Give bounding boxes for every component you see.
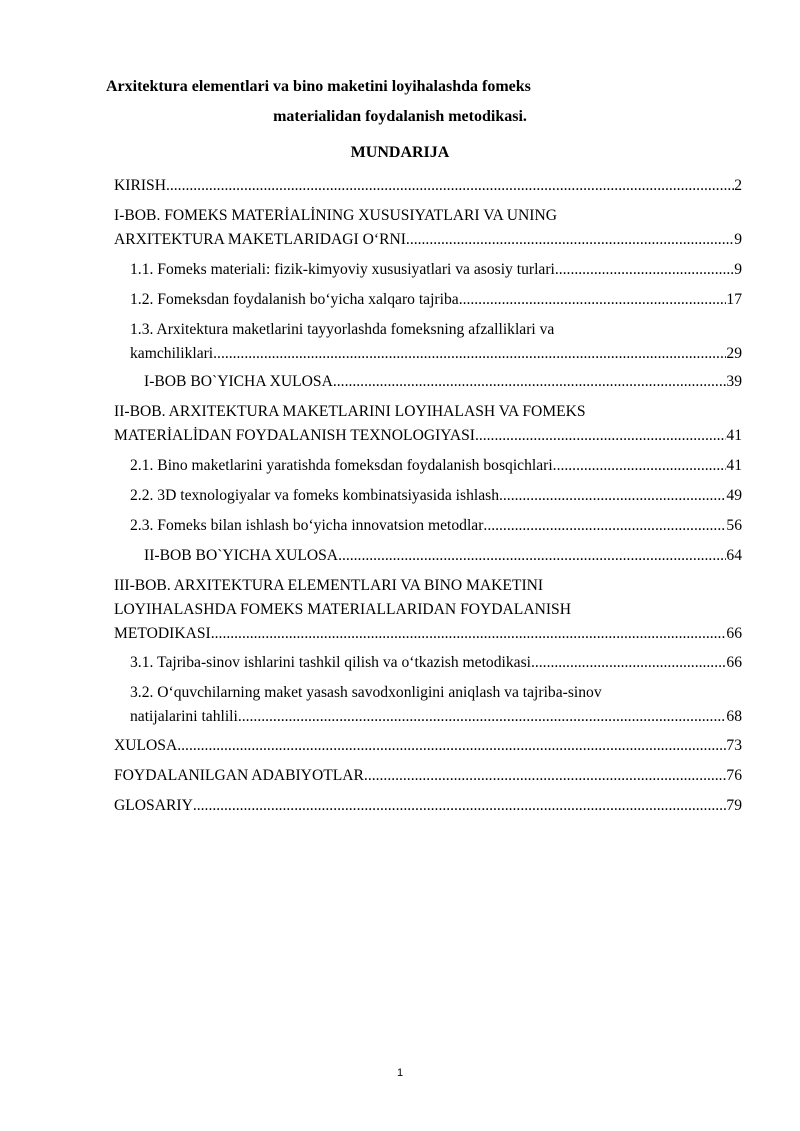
- toc-entry-1-3[interactable]: [130, 318, 742, 366]
- toc-entry-page: 9: [734, 231, 742, 248]
- toc-entry-page: 64: [726, 547, 742, 564]
- toc-entry-3-2[interactable]: [130, 681, 742, 729]
- toc-entry-text: 2.2. 3D texnologiyalar va fomeks kombinatsiyasida ishlash: [130, 487, 499, 504]
- toc-entry-page: 2: [734, 177, 742, 194]
- toc-entry-page: 68: [726, 708, 742, 725]
- toc-entry-2-1[interactable]: [130, 454, 742, 478]
- toc-entry-text: natijalarini tahlili: [130, 708, 238, 725]
- toc-entry-chapter-2-summary[interactable]: [144, 544, 742, 568]
- toc-entry-page: 79: [726, 797, 742, 814]
- toc-entry-page: 29: [726, 345, 742, 362]
- toc-entry-text: ARXITEKTURA MAKETLARIDAGI O‘RNI: [114, 231, 406, 248]
- toc-entry-text-first-line: 1.3. Arxitektura maketlarini tayyorlashda fomeksning afzalliklari va: [130, 321, 555, 338]
- toc-entry-page: 66: [726, 625, 742, 642]
- toc-entry-kirish[interactable]: [114, 174, 742, 198]
- toc-entry-references[interactable]: [114, 764, 742, 788]
- toc-entry-text: GLOSARIY: [114, 797, 193, 814]
- toc-entry-text-first-line: 3.2. O‘quvchilarning maket yasash savodxonligini aniqlash va tajriba-sinov: [130, 684, 602, 701]
- toc-entry-chapter-1-summary[interactable]: [144, 370, 742, 394]
- toc-entry-chapter-1[interactable]: [114, 204, 742, 252]
- toc-entry-text-first-line: I-BOB. FOMEKS MATERİALİNING XUSUSIYATLARI VA UNING: [114, 207, 557, 224]
- toc-entry-page: 76: [726, 767, 742, 784]
- toc-entry-1-2[interactable]: [130, 288, 742, 312]
- toc-entry-page: 17: [726, 291, 742, 308]
- toc-entry-conclusion[interactable]: [114, 734, 742, 758]
- toc-entry-text: II-BOB BO`YICHA XULOSA: [144, 547, 339, 564]
- toc-entry-text: 1.2. Fomeksdan foydalanish bo‘yicha xalqaro tajriba: [130, 291, 459, 308]
- document-title: [0, 78, 694, 96]
- toc-entry-text: METODIKASI: [114, 625, 211, 642]
- toc-entry-chapter-2[interactable]: [114, 400, 742, 448]
- page-number: 1: [396, 1067, 404, 1079]
- toc-entry-text: 1.1. Fomeks materiali: fizik-kimyoviy xususiyatlari va asosiy turlari: [130, 261, 555, 278]
- title-line-2: materialidan foydalanish metodikasi.: [273, 108, 527, 125]
- toc-entry-text: 2.1. Bino maketlarini yaratishda fomeksdan foydalanish bosqichlari: [130, 457, 553, 474]
- toc-entry-text: MATERİALİDAN FOYDALANISH TEXNOLOGIYASI: [114, 427, 475, 444]
- toc-entry-text-first-line: III-BOB. ARXITEKTURA ELEMENTLARI VA BINO MAKETINI LOYIHALASHDA FOMEKS MATERIALLARIDAN FOYDALANISH: [114, 577, 571, 618]
- toc-entry-text: kamchiliklari: [130, 345, 214, 362]
- toc-entry-page: 73: [726, 737, 742, 754]
- toc-entry-glossary[interactable]: [114, 794, 742, 818]
- toc-entry-page: 49: [726, 487, 742, 504]
- toc-entry-2-3[interactable]: [130, 514, 742, 538]
- toc-entry-text: KIRISH: [114, 177, 166, 194]
- toc-entry-3-1[interactable]: [130, 651, 742, 675]
- toc-entry-page: 41: [726, 427, 742, 444]
- toc-entry-page: 41: [726, 457, 742, 474]
- toc-entry-page: 56: [726, 517, 742, 534]
- toc-entry-page: 66: [726, 654, 742, 671]
- toc-entry-text-first-line: II-BOB. ARXITEKTURA MAKETLARINI LOYIHALASH VA FOMEKS: [114, 403, 586, 420]
- toc-entry-page: 39: [726, 373, 742, 390]
- title-line-1: Arxitektura elementlari va bino maketini loyihalashda fomeks: [106, 78, 531, 95]
- toc-entry-text: I-BOB BO`YICHA XULOSA: [144, 373, 333, 390]
- toc-entry-1-1[interactable]: [130, 258, 742, 282]
- toc-entry-2-2[interactable]: [130, 484, 742, 508]
- toc-entry-text: 2.3. Fomeks bilan ishlash bo‘yicha innovatsion metodlar: [130, 517, 484, 534]
- toc-heading: MUNDARIJA: [350, 144, 450, 161]
- toc-entry-text: FOYDALANILGAN ADABIYOTLAR: [114, 767, 364, 784]
- toc-entry-chapter-3[interactable]: [114, 574, 742, 646]
- toc-entry-text: XULOSA: [114, 737, 178, 754]
- toc-entry-page: 9: [734, 261, 742, 278]
- toc-entry-text: 3.1. Tajriba-sinov ishlarini tashkil qilish va o‘tkazish metodikasi: [130, 654, 531, 671]
